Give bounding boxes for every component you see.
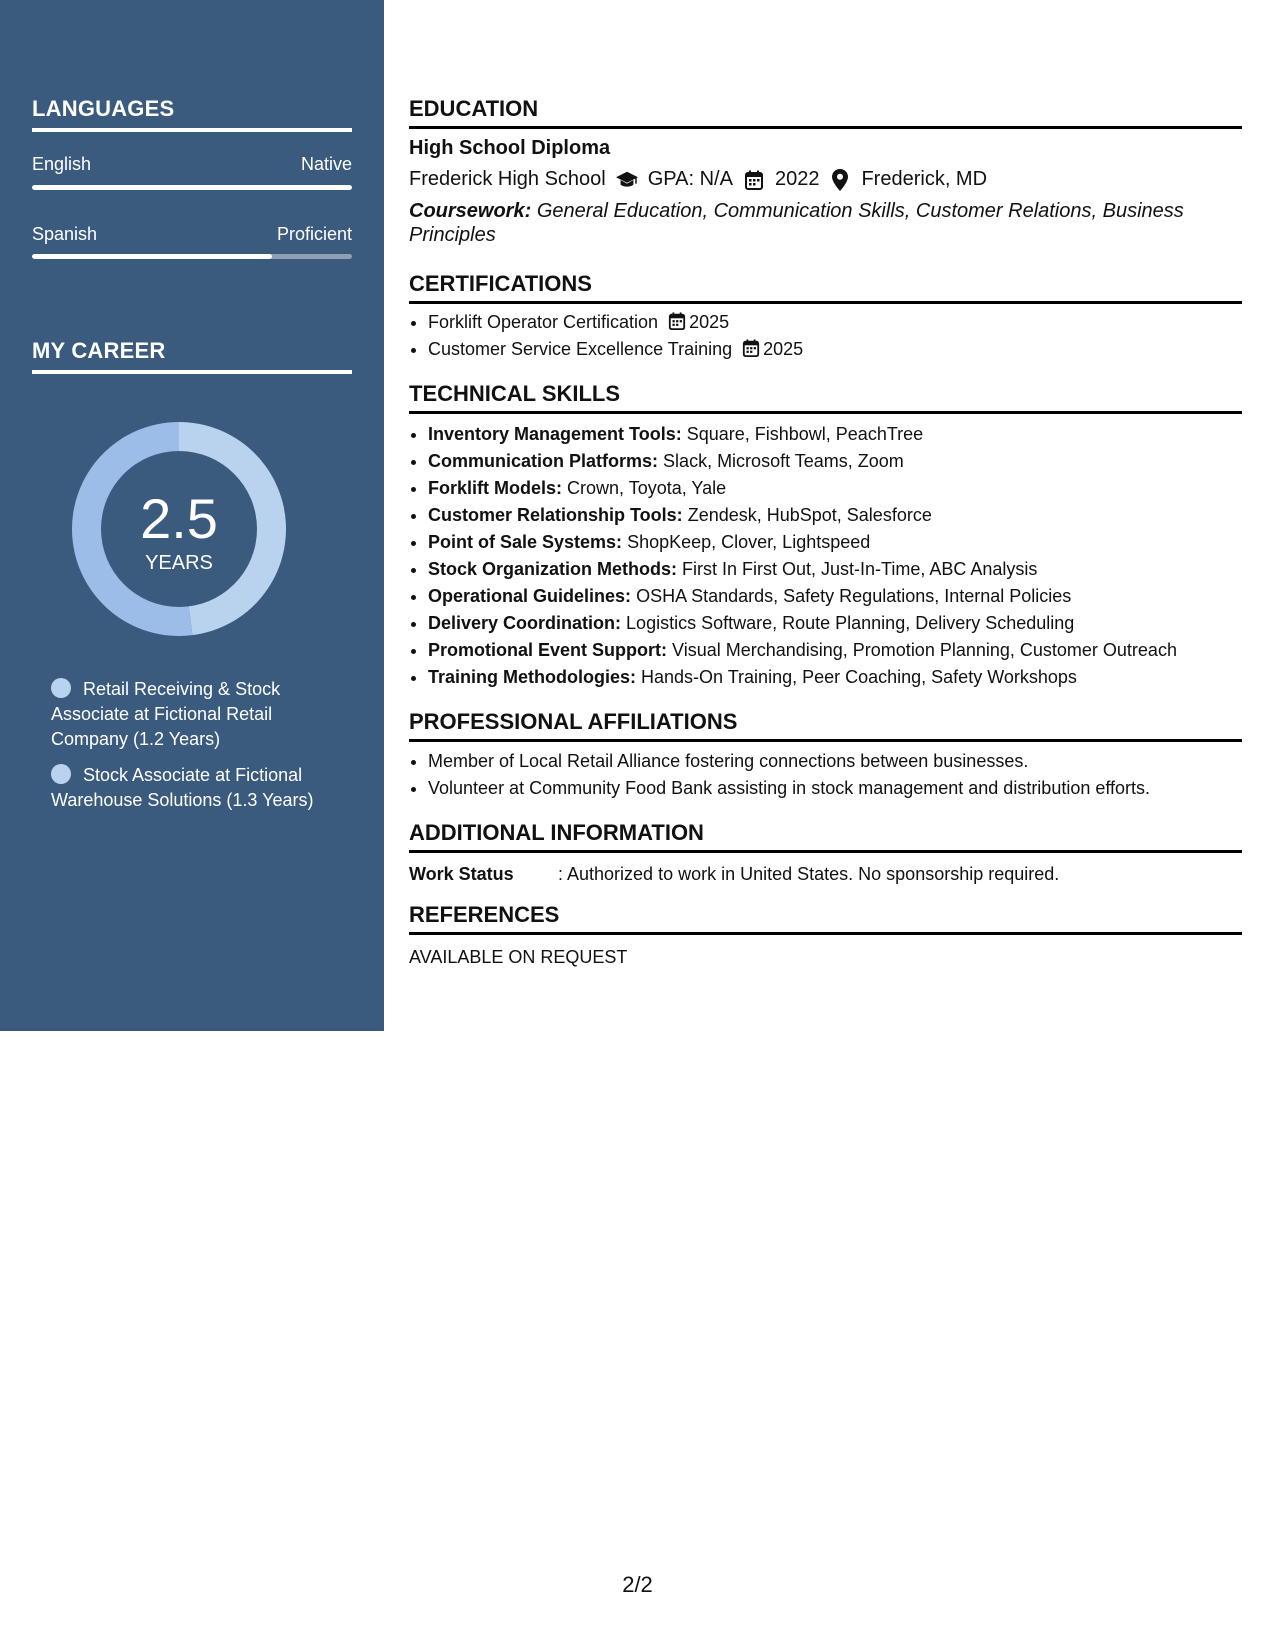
list-item (428, 664, 1248, 691)
language-level: Proficient (276, 224, 352, 244)
skill-value: Logistics Software, Route Planning, Delivery Scheduling (626, 613, 1075, 633)
calendar-icon (668, 312, 686, 330)
language-row-english (32, 154, 352, 175)
work-status-label: Work Status (409, 864, 514, 884)
skill-label: Operational Guidelines: (428, 586, 632, 606)
language-bar-english (32, 185, 352, 190)
graduation-cap-icon (616, 169, 638, 191)
coursework-text: General Education, Communication Skills, Customer Relations, Business Principles (409, 200, 1184, 246)
legend-dot (51, 678, 71, 698)
skill-label: Training Methodologies: (428, 667, 636, 687)
career-total-unit: YEARS (145, 552, 213, 574)
coursework-label: Coursework: (409, 200, 532, 222)
affiliations-list (409, 748, 1248, 802)
skill-value: OSHA Standards, Safety Regulations, Internal Policies (636, 586, 1072, 606)
map-pin-icon (829, 169, 851, 191)
additional-info-heading: ADDITIONAL INFORMATION (409, 820, 1242, 853)
skill-value: Square, Fishbowl, PeachTree (686, 424, 924, 444)
certification-name: Customer Service Excellence Training (428, 339, 733, 359)
skill-label: Promotional Event Support: (428, 640, 668, 660)
list-item (428, 583, 1248, 610)
career-legend-label: Retail Receiving & Stock Associate at Fictional Retail Company (1.2 Years) (51, 679, 281, 749)
skill-label: Communication Platforms: (428, 451, 659, 471)
skill-label: Customer Relationship Tools: (428, 505, 683, 525)
language-name: English (32, 154, 92, 174)
skill-label: Stock Organization Methods: (428, 559, 678, 579)
skill-value: Hands-On Training, Peer Coaching, Safety Workshops (641, 667, 1077, 687)
career-heading: MY CAREER (32, 338, 352, 374)
language-bar-fill (32, 185, 352, 190)
sidebar (0, 0, 384, 1031)
certifications-list (409, 309, 1248, 363)
skill-value: Visual Merchandising, Promotion Planning, Customer Outreach (672, 640, 1177, 660)
skill-value: Zendesk, HubSpot, Salesforce (687, 505, 932, 525)
technical-skills-list (409, 421, 1248, 691)
education-heading: EDUCATION (409, 96, 1242, 129)
skill-label: Point of Sale Systems: (428, 532, 623, 552)
legend-dot (51, 764, 71, 784)
career-legend-item (51, 763, 351, 813)
list-item (428, 529, 1248, 556)
list-item (428, 475, 1248, 502)
skill-label: Forklift Models: (428, 478, 562, 498)
list-item (428, 309, 1248, 336)
calendar-icon (743, 169, 765, 191)
list-item (428, 637, 1248, 664)
skill-label: Delivery Coordination: (428, 613, 622, 633)
calendar-icon (742, 339, 760, 357)
career-legend-label: Stock Associate at Fictional Warehouse Solutions (1.3 Years) (51, 765, 314, 810)
skill-value: First In First Out, Just-In-Time, ABC Analysis (682, 559, 1038, 579)
list-item (428, 421, 1248, 448)
career-donut-chart (66, 416, 292, 642)
certification-year: 2025 (763, 339, 804, 359)
references-heading: REFERENCES (409, 902, 1242, 935)
career-legend-item (51, 677, 351, 752)
page-number: 2/2 (622, 1572, 653, 1597)
education-gpa: GPA: N/A (647, 168, 733, 190)
certification-name: Forklift Operator Certification (428, 312, 659, 332)
language-row-spanish (32, 224, 352, 245)
education-location: Frederick, MD (861, 168, 988, 190)
language-bar-fill (32, 254, 272, 259)
career-total-value: 2.5 (140, 487, 218, 550)
education-degree: High School Diploma (409, 137, 611, 159)
skill-value: Slack, Microsoft Teams, Zoom (663, 451, 904, 471)
skill-value: ShopKeep, Clover, Lightspeed (627, 532, 871, 552)
skill-value: Crown, Toyota, Yale (567, 478, 727, 498)
languages-heading: LANGUAGES (32, 96, 352, 132)
certification-year: 2025 (689, 312, 730, 332)
list-item (428, 502, 1248, 529)
list-item: • Volunteer at Community Food Bank assisting in stock management and distribution efforts. (428, 775, 1248, 802)
skill-label: Inventory Management Tools: (428, 424, 682, 444)
certifications-heading: CERTIFICATIONS (409, 271, 1242, 304)
education-meta (409, 168, 987, 191)
affiliations-heading: PROFESSIONAL AFFILIATIONS (409, 709, 1242, 742)
language-bar-spanish (32, 254, 352, 259)
work-status-value: : Authorized to work in United States. No sponsorship required. (558, 864, 1060, 884)
language-name: Spanish (32, 224, 98, 244)
references-text: AVAILABLE ON REQUEST (409, 947, 628, 967)
list-item (428, 448, 1248, 475)
list-item (428, 610, 1248, 637)
education-year: 2022 (774, 168, 820, 190)
education-school: Frederick High School (409, 168, 606, 190)
list-item (428, 336, 1248, 363)
language-level: Native (300, 154, 352, 174)
technical-skills-heading: TECHNICAL SKILLS (409, 381, 1242, 414)
list-item: • Member of Local Retail Alliance fostering connections between businesses. (428, 748, 1248, 775)
list-item (428, 556, 1248, 583)
education-coursework (409, 199, 1219, 247)
